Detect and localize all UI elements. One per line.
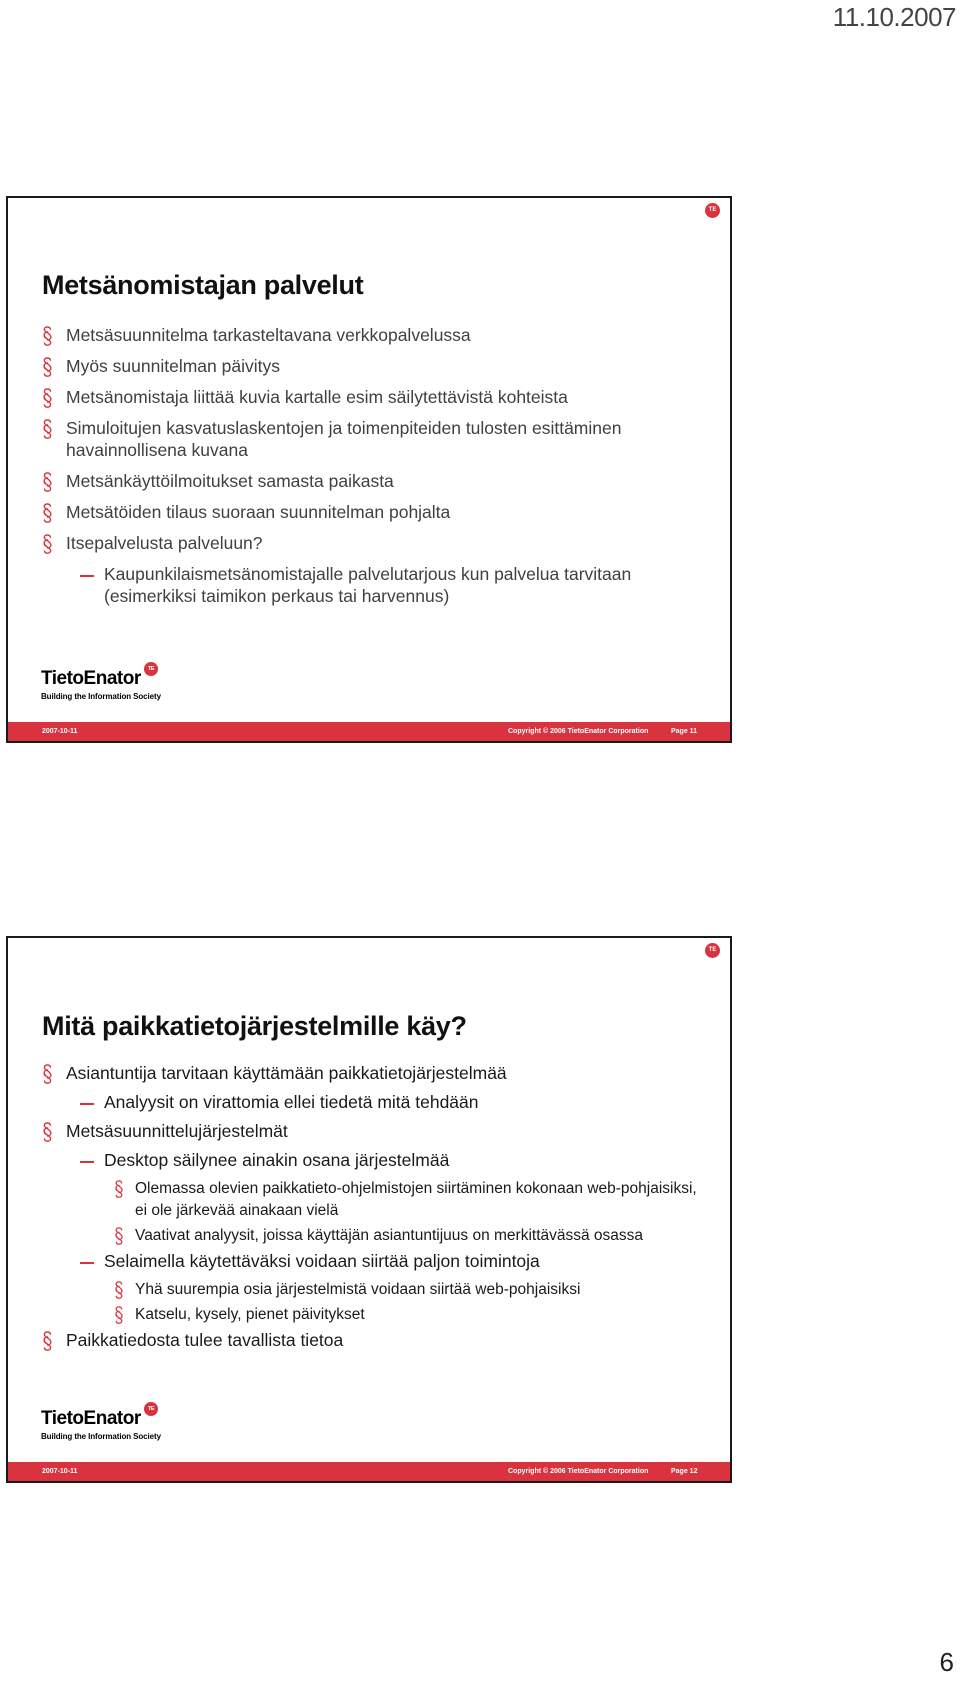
- bullet-text: Desktop säilynee ainakin osana järjestelmää: [104, 1150, 450, 1170]
- section-bullet-icon: [42, 503, 53, 523]
- bullet-item: [42, 386, 710, 408]
- bullet-text: Katselu, kysely, pienet päivitykset: [135, 1306, 365, 1323]
- bullet-item: [42, 501, 710, 523]
- bullet-text: Yhä suurempia osia järjestelmistä voidaan siirtää web-pohjaisiksi: [135, 1281, 581, 1298]
- bullet-text: Vaativat analyysit, joissa käyttäjän asiantuntijuus on merkittävässä osassa: [135, 1227, 644, 1244]
- bullet-text: Asiantuntija tarvitaan käyttämään paikkatietojärjestelmää: [66, 1063, 507, 1083]
- bullet-list: [42, 324, 710, 614]
- slide-12: [6, 936, 732, 1483]
- te-badge-icon: TE: [705, 943, 720, 958]
- tietoenator-logo: [41, 668, 161, 701]
- bullet-text: Kaupunkilaismetsänomistajalle palvelutarjous kun palvelua tarvitaan (esimerkiksi taimikon perkaus tai harvennus): [104, 564, 632, 606]
- bullet-item: [42, 355, 710, 377]
- footer-copyright: Copyright © 2006 TietoEnator Corporation: [508, 728, 649, 735]
- section-bullet-icon: [42, 534, 53, 554]
- bullet-text: Metsänomistaja liittää kuvia kartalle esim säilytettävistä kohteista: [66, 387, 568, 407]
- bullet-item: [42, 1120, 710, 1142]
- bullet-text: Olemassa olevien paikkatieto-ohjelmistojen siirtäminen kokonaan web-pohjaisiksi, ei ole järkevää ainakaan vielä: [135, 1180, 697, 1219]
- footer-copyright: Copyright © 2006 TietoEnator Corporation: [508, 1468, 649, 1475]
- bullet-text: Paikkatiedosta tulee tavallista tietoa: [66, 1330, 344, 1350]
- section-bullet-icon: [42, 472, 53, 492]
- section-bullet-icon: [42, 419, 53, 439]
- bullet-item: [42, 1062, 710, 1084]
- bullet-item: [42, 1091, 710, 1113]
- te-logo-badge-icon: TE: [144, 1402, 158, 1416]
- bullet-item: [42, 1250, 710, 1272]
- footer-page-number: Page 11: [671, 728, 698, 735]
- footer-date: 2007-10-11: [42, 1468, 78, 1475]
- section-bullet-icon: [114, 1227, 124, 1245]
- bullet-text: Selaimella käytettäväksi voidaan siirtää paljon toimintoja: [104, 1251, 540, 1271]
- dash-bullet-icon: [80, 1262, 94, 1264]
- section-bullet-icon: [114, 1306, 124, 1324]
- bullet-text: Simuloitujen kasvatuslaskentojen ja toimenpiteiden tulosten esittäminen havainnollisena kuvana: [66, 418, 622, 460]
- section-bullet-icon: [42, 1122, 53, 1142]
- dash-bullet-icon: [80, 1161, 94, 1163]
- te-logo-badge-icon: TE: [144, 662, 158, 676]
- bullet-list: [42, 1062, 710, 1358]
- logo-wordmark: TietoEnator TE: [41, 668, 141, 689]
- bullet-item: [42, 1329, 710, 1351]
- bullet-text: Metsänkäyttöilmoitukset samasta paikasta: [66, 471, 394, 491]
- section-bullet-icon: [42, 1064, 53, 1084]
- bullet-item: [42, 1178, 710, 1222]
- footer-page-number: Page 12: [671, 1468, 698, 1475]
- dash-bullet-icon: [80, 1103, 94, 1105]
- bullet-item: [42, 324, 710, 346]
- slide-footer: [8, 722, 730, 741]
- bullet-text: Metsäsuunnitelma tarkasteltavana verkkopalvelussa: [66, 325, 471, 345]
- bullet-item: [42, 1149, 710, 1171]
- bullet-item: [42, 1279, 710, 1301]
- tietoenator-logo: [41, 1408, 161, 1441]
- section-bullet-icon: [42, 388, 53, 408]
- bullet-text: Metsäsuunnittelujärjestelmät: [66, 1121, 288, 1141]
- section-bullet-icon: [42, 357, 53, 377]
- bullet-item: [42, 417, 710, 461]
- page-date: 11.10.2007: [832, 2, 956, 32]
- slide-footer: [8, 1462, 730, 1481]
- slide-title: Mitä paikkatietojärjestelmille käy?: [42, 1011, 467, 1041]
- logo-wordmark: TietoEnator TE: [41, 1408, 141, 1429]
- dash-bullet-icon: [80, 575, 94, 577]
- section-bullet-icon: [114, 1180, 124, 1198]
- page-number: 6: [939, 1647, 954, 1677]
- bullet-text: Myös suunnitelman päivitys: [66, 356, 280, 376]
- bullet-text: Itsepalvelusta palveluun?: [66, 533, 263, 553]
- bullet-item: [42, 532, 710, 554]
- bullet-text: Analyysit on virattomia ellei tiedetä mitä tehdään: [104, 1092, 479, 1112]
- te-badge-icon: TE: [705, 203, 720, 218]
- footer-date: 2007-10-11: [42, 728, 78, 735]
- logo-tagline: Building the Information Society: [41, 692, 161, 701]
- bullet-item: [42, 563, 710, 607]
- section-bullet-icon: [114, 1281, 124, 1299]
- section-bullet-icon: [42, 326, 53, 346]
- logo-tagline: Building the Information Society: [41, 1432, 161, 1441]
- bullet-text: Metsätöiden tilaus suoraan suunnitelman pohjalta: [66, 502, 451, 522]
- bullet-item: [42, 1225, 710, 1247]
- slide-title: Metsänomistajan palvelut: [42, 270, 364, 300]
- bullet-item: [42, 1304, 710, 1326]
- slide-11: [6, 196, 732, 743]
- bullet-item: [42, 470, 710, 492]
- section-bullet-icon: [42, 1331, 53, 1351]
